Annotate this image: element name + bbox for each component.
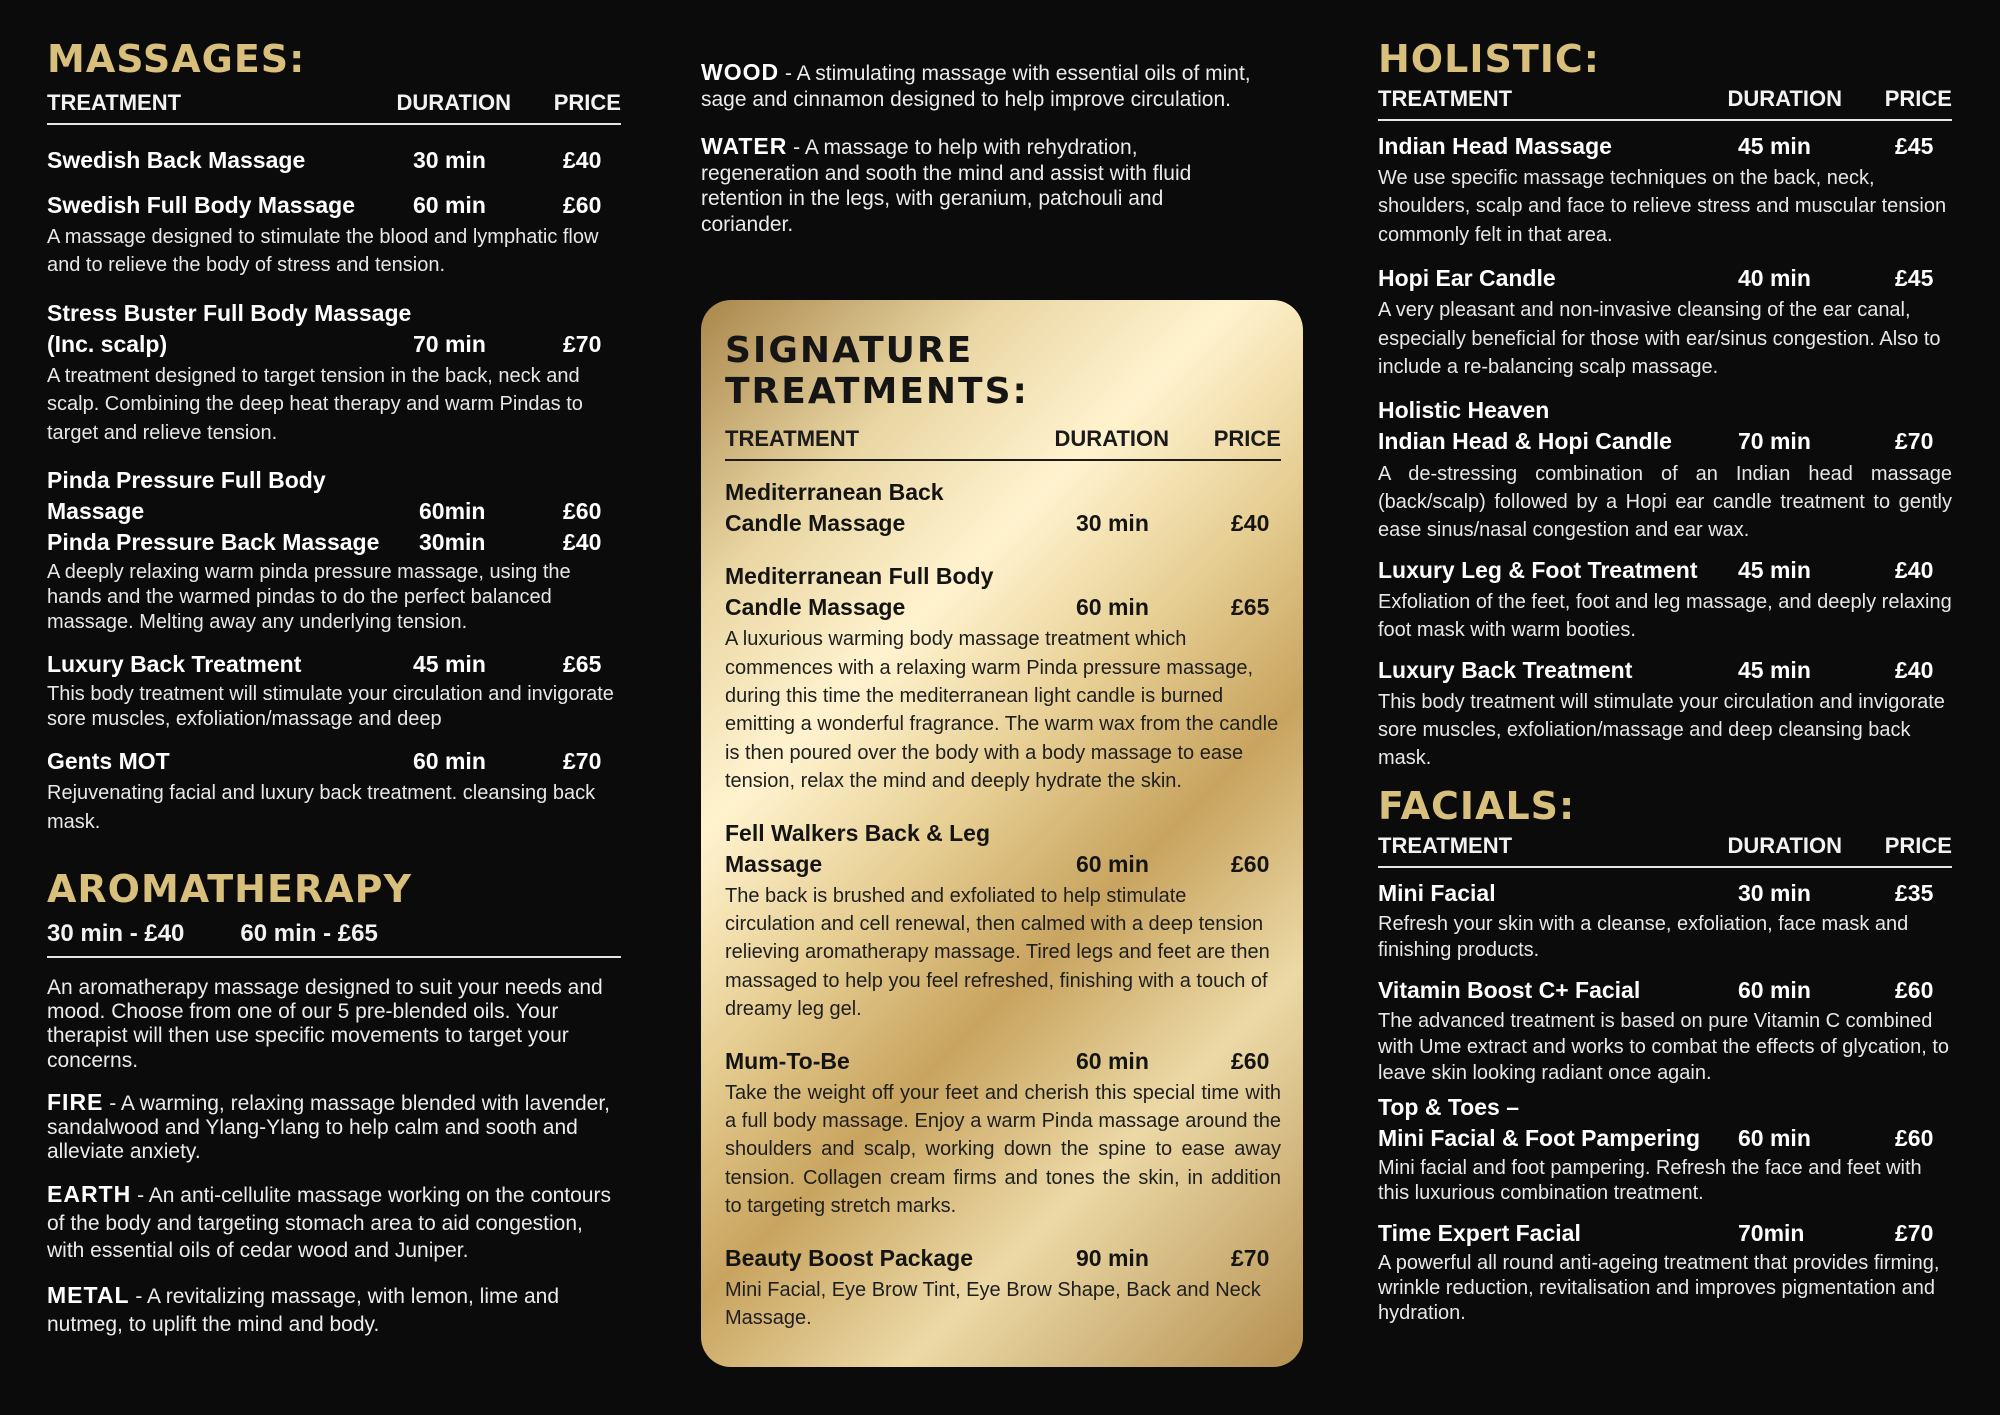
- item-price: £60: [1231, 850, 1270, 877]
- item-description: The back is brushed and exfoliated to help stimulate circulation and cell renewal, then calmed with a deep tension relieving aromatherapy massage. Tired legs and feet are then massaged to help you feel refreshed, finishing with a touch of dreamy leg gel.: [725, 884, 1270, 1021]
- item-name: Indian Head & Hopi Candle: [1378, 428, 1672, 455]
- item-description: Rejuvenating facial and luxury back treatment. cleansing back mask.: [47, 782, 596, 833]
- item-name: Pinda Pressure Full Body Massage: [47, 467, 326, 525]
- holistic-table-header: [1378, 86, 1952, 121]
- item-price: £70: [1231, 1244, 1270, 1271]
- item-duration: 90 min: [1076, 1244, 1149, 1271]
- item-price: £40: [563, 529, 602, 556]
- oil-text: - A massage to help with rehydration, regeneration and sooth the mind and assist with fluid retention in the legs, with geranium, patchouli and coriander.: [701, 136, 1192, 237]
- item-duration: 60 min: [1738, 976, 1811, 1003]
- massage-item: [47, 746, 621, 836]
- oil-water: [701, 132, 1261, 237]
- item-duration: 30min: [419, 529, 486, 556]
- massage-item: [47, 190, 621, 280]
- aromatherapy-intro: An aromatherapy massage designed to suit your needs and mood. Choose from one of our 5 pre-blended oils. Your therapist will then use specific movements to target your concerns.: [47, 976, 603, 1072]
- signature-item: [725, 818, 1281, 1024]
- item-price: £60: [563, 192, 602, 219]
- item-description: Mini Facial, Eye Brow Tint, Eye Brow Shape, Back and Neck Massage.: [725, 1278, 1261, 1330]
- header-treatment: TREATMENT: [725, 426, 860, 451]
- facials-table-header: [1378, 833, 1952, 868]
- item-duration: 30 min: [1738, 879, 1811, 906]
- item-price: £70: [1895, 1219, 1934, 1246]
- item-description: A very pleasant and non-invasive cleansing of the ear canal, especially beneficial for those with ear/sinus congestion. Also to include a re-balancing scalp massage.: [1378, 299, 1941, 379]
- item-name: (Inc. scalp): [47, 330, 168, 357]
- item-description: Exfoliation of the feet, foot and leg massage, and deeply relaxing foot mask with warm booties.: [1378, 590, 1952, 642]
- item-name: Mini Facial: [1378, 879, 1496, 906]
- oil-text: - A stimulating massage with essential oils of mint, sage and cinnamon designed to help improve circulation.: [701, 62, 1251, 111]
- item-price: £40: [1895, 556, 1934, 583]
- oil-earth: [47, 1180, 621, 1264]
- item-name-line1: Stress Buster Full Body Massage: [47, 299, 412, 326]
- signature-item: [725, 561, 1281, 795]
- item-price: £70: [563, 748, 602, 775]
- header-treatment: TREATMENT: [47, 90, 182, 115]
- oil-name: FIRE: [47, 1088, 104, 1115]
- item-description: Refresh your skin with a cleanse, exfoliation, face mask and finishing products.: [1378, 912, 1909, 961]
- holistic-item: [1378, 395, 1952, 544]
- item-price: £40: [1231, 510, 1270, 537]
- item-name: Pinda Pressure Back Massage: [47, 529, 380, 556]
- header-price: PRICE: [553, 90, 621, 115]
- item-price: £70: [563, 330, 602, 357]
- facial-item: [1378, 1092, 1952, 1206]
- oil-text: - A revitalizing massage, with lemon, lime and nutmeg, to uplift the mind and body.: [47, 1284, 560, 1336]
- item-duration: 60min: [419, 498, 486, 525]
- item-name-line1: Mediterranean Back: [725, 479, 944, 505]
- item-duration: 70min: [1738, 1219, 1805, 1246]
- item-description: A powerful all round anti-ageing treatment that provides firming, wrinkle reduction, revitalisation and improves pigmentation and hydration.: [1378, 1251, 1940, 1324]
- item-price: £60: [1895, 976, 1934, 1003]
- holistic-title: HOLISTIC:: [1378, 37, 1600, 81]
- massage-item: [47, 649, 621, 732]
- oil-name: METAL: [47, 1281, 130, 1308]
- item-duration: 60 min: [413, 748, 486, 775]
- oil-name: WOOD: [701, 59, 780, 85]
- item-name: Beauty Boost Package: [725, 1244, 973, 1271]
- item-name-line1: Fell Walkers Back & Leg: [725, 819, 991, 846]
- item-description: This body treatment will stimulate your circulation and invigorate sore muscles, exfoliation/massage and deep cleansing back mask.: [1378, 690, 1945, 770]
- aromatherapy-prices: [47, 920, 621, 958]
- header-price: PRICE: [1884, 832, 1952, 858]
- signature-title: SIGNATURE TREATMENTS:: [725, 330, 1029, 412]
- item-price: £65: [1231, 594, 1270, 621]
- item-duration: 45 min: [1738, 133, 1811, 159]
- item-price: £60: [563, 498, 602, 525]
- holistic-item: [1378, 555, 1952, 645]
- item-description: A massage designed to stimulate the blood and lymphatic flow and to relieve the body of stress and tension.: [47, 226, 599, 277]
- item-description: A de-stressing combination of an Indian head massage (back/scalp) followed by a Hopi ear candle treatment to gently ease sinus/nasal congestion and ear wax.: [1378, 462, 1952, 542]
- right-column: [1378, 37, 1952, 1326]
- massage-item: [47, 298, 621, 447]
- oil-text: - An anti-cellulite massage working on the contours of the body and targeting stomach area to aid congestion, with essential oils of cedar wood and Juniper.: [47, 1184, 611, 1263]
- item-description: This body treatment will stimulate your circulation and invigorate sore muscles, exfoliation/massage and deep: [47, 683, 614, 731]
- item-duration: 60 min: [1076, 850, 1149, 877]
- massage-item: [47, 465, 621, 635]
- header-duration: DURATION: [396, 90, 511, 115]
- header-duration: DURATION: [1727, 832, 1842, 858]
- signature-treatments-card: [701, 300, 1303, 1367]
- massages-table-header: [47, 90, 621, 125]
- item-name: Indian Head Massage: [1378, 133, 1612, 159]
- middle-column: [701, 58, 1261, 238]
- signature-item: [725, 477, 1281, 539]
- header-duration: DURATION: [1054, 426, 1169, 451]
- facials-title: FACIALS:: [1378, 783, 1576, 828]
- item-name: Hopi Ear Candle: [1378, 265, 1556, 292]
- item-name: Swedish Back Massage: [47, 147, 306, 173]
- aroma-price-30: 30 min - £40: [47, 920, 185, 948]
- header-price: PRICE: [1213, 426, 1281, 451]
- oil-name: EARTH: [47, 1181, 132, 1208]
- item-duration: 30 min: [413, 147, 486, 173]
- item-duration: 60 min: [1076, 1047, 1149, 1074]
- item-name: Mini Facial & Foot Pampering: [1378, 1124, 1701, 1151]
- item-price: £60: [1231, 1047, 1270, 1074]
- item-name: Mum-To-Be: [725, 1047, 850, 1074]
- item-duration: 60 min: [413, 192, 486, 219]
- facial-item: [1378, 878, 1952, 963]
- item-duration: 70 min: [413, 330, 486, 357]
- item-duration: 60 min: [1738, 1124, 1811, 1151]
- holistic-item: [1378, 655, 1952, 773]
- signature-item: [725, 1046, 1281, 1221]
- item-description: The advanced treatment is based on pure Vitamin C combined with Ume extract and works to combat the effects of glycation, to leave skin looking radiant once again.: [1378, 1009, 1950, 1084]
- item-price: £65: [563, 651, 602, 678]
- item-name-line1: Mediterranean Full Body: [725, 563, 994, 590]
- aromatherapy-title: AROMATHERAPY: [47, 867, 412, 912]
- item-name: Gents MOT: [47, 748, 170, 775]
- signature-item: [725, 1243, 1281, 1333]
- item-price: £40: [1895, 656, 1934, 683]
- item-name: Time Expert Facial: [1378, 1219, 1581, 1246]
- header-treatment: TREATMENT: [1378, 86, 1513, 111]
- item-name-line1: Top & Toes –: [1378, 1093, 1519, 1120]
- holistic-item: [1378, 263, 1952, 381]
- item-description: Take the weight off your feet and cherish this special time with a full body massage. Enjoy a warm Pinda massage around the shoulders and scalp, working down the spine to ease away tension. Collagen cream firms and tones the skin, in addition to targeting stretch marks.: [725, 1081, 1281, 1218]
- item-name: Candle Massage: [725, 510, 906, 537]
- item-name: Luxury Back Treatment: [1378, 656, 1633, 683]
- aroma-price-60: 60 min - £65: [240, 920, 378, 948]
- item-name: Luxury Back Treatment: [47, 651, 302, 678]
- item-duration: 40 min: [1738, 265, 1811, 292]
- item-price: £70: [1895, 428, 1934, 455]
- massages-title: MASSAGES:: [47, 37, 306, 81]
- oil-metal: [47, 1281, 621, 1338]
- header-duration: DURATION: [1727, 86, 1842, 111]
- oil-wood: [701, 58, 1261, 112]
- oil-name: WATER: [701, 133, 788, 160]
- header-price: PRICE: [1884, 86, 1952, 111]
- header-treatment: TREATMENT: [1378, 832, 1513, 858]
- item-description: A deeply relaxing warm pinda pressure massage, using the hands and the warmed pindas to do the perfect balanced massage. Melting away any underlying tension.: [47, 561, 571, 634]
- item-duration: 45 min: [413, 651, 486, 678]
- item-duration: 70 min: [1738, 428, 1811, 455]
- item-name: Massage: [725, 850, 823, 877]
- facial-item: [1378, 1218, 1952, 1326]
- item-name: Swedish Full Body Massage: [47, 192, 356, 219]
- item-price: £40: [563, 147, 602, 173]
- holistic-item: [1378, 131, 1952, 249]
- oil-text: - A warming, relaxing massage blended with lavender, sandalwood and Ylang-Ylang to help calm and sooth and alleviate anxiety.: [47, 1091, 611, 1163]
- item-description: A treatment designed to target tension in the back, neck and scalp. Combining the deep heat therapy and warm Pindas to target and relieve tension.: [47, 364, 583, 444]
- item-duration: 45 min: [1738, 656, 1811, 683]
- item-description: A luxurious warming body massage treatment which commences with a relaxing warm Pinda pressure massage, during this time the mediterranean light candle is burned emitting a wonderful fragrance. The warm wax from the candle is then poured over the body with a body massage to ease tension, relax the mind and deeply hydrate the skin.: [725, 628, 1279, 793]
- item-price: £45: [1895, 133, 1934, 159]
- signature-table-header: [725, 426, 1281, 461]
- item-description: Mini facial and foot pampering. Refresh the face and feet with this luxurious combination treatment.: [1378, 1156, 1922, 1204]
- item-duration: 30 min: [1076, 510, 1149, 537]
- item-name: Candle Massage: [725, 594, 906, 621]
- item-duration: 60 min: [1076, 594, 1149, 621]
- item-name: Luxury Leg & Foot Treatment: [1378, 556, 1698, 583]
- item-duration: 45 min: [1738, 556, 1811, 583]
- item-price: £60: [1895, 1124, 1934, 1151]
- item-price: £35: [1895, 879, 1934, 906]
- oil-fire: [47, 1089, 621, 1164]
- item-price: £45: [1895, 265, 1934, 292]
- item-name: Vitamin Boost C+ Facial: [1378, 976, 1641, 1003]
- left-column: [47, 37, 621, 1338]
- item-name-line1: Holistic Heaven: [1378, 397, 1550, 424]
- facial-item: [1378, 975, 1952, 1086]
- item-description: We use specific massage techniques on the back, neck, shoulders, scalp and face to relieve stress and muscular tension commonly felt in that area.: [1378, 167, 1947, 246]
- massage-item: [47, 145, 621, 176]
